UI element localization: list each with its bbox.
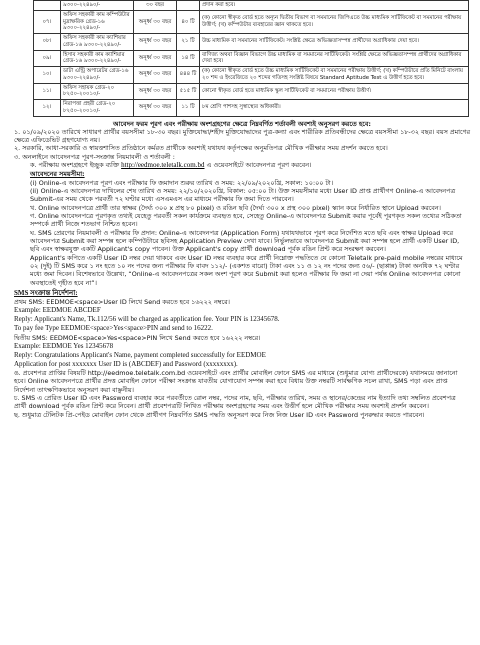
website-link[interactable]: http://eedmoe.teletalk.com.bd [121,161,205,170]
table-row: ১০। ডাটা এন্ট্রি অপারেটর গ্রেড-১৬ ৯৩০০-২২৪৯০/- অনূর্ধ্ব ৩০ বছর ৪৪৪ টি (ক) কোনো স্বীকৃত বোর্ড হতে উচ্চ মাধ্যমিক সার্টিফিকেট বা সমমানের পরীক্ষায় উত্তীর্ণ; (খ) কম্পিউটারে প্রতি মিনিটে বাংলায় ২০ শব্দ ও ইংরেজিতে ২০ শব্দের গতিসহ সংশ্লিষ্ট বিষয়ে Standard Aptitude Test এ উত্তীর্ণ হতে হবে। [34,67,469,84]
section-heading: আবেদন ফরম পূরণ এবং পরীক্ষায় অংশগ্রহণের ক্ষেত্রে নিম্নবর্ণিত শর্তাবলী অবশ্যই অনুসরণ করতে হবে: [113,119,371,128]
post-name: ৯৩০০-২২৪৯০/- [61,1,134,11]
instructions: আবেদন ফরম পূরণ এবং পরীক্ষায় অংশগ্রহণের ক্ষেত্রে নিম্নবর্ণিত শর্তাবলী অবশ্যই অনুসরণ করতে হবে: ১. ০১/০৯/২০২০ তারিখে সাধারণ প্রার্থীর বয়সসীমা ১৮-৩০ বছর। মুক্তিযোদ্ধা/শহীদ মুক্তিযোদ্ধাদের পুত্র-কন্যা এবং শারীরিক প্রতিবন্ধীদের ক্ষেত্রে বয়সসীমা ১৮-৩২ বছর। বয়স প্রমাণের ক্ষেত্রে এফিডেভিট গ্রহণযোগ্য নয়। ২. সরকারি, আধা-সরকারি ও স্বায়ত্তশাসিত প্রতিষ্ঠানে কর্মরত প্রার্থীকে অবশ্যই যথাযথ কর্তৃপক্ষের অনুমতিপত্র মৌখিক পরীক্ষার সময় প্রদর্শন করতে হবে। ৩. অনলাইনে আবেদনপত্র পূরণ-সংক্রান্ত নিয়মাবলী ও শর্তাবলী : ক. পরীক্ষায় অংশগ্রহণে ইচ্ছুক ব্যক্তি http://eedmoe.teletalk.com.bd এ ওয়েবসাইটে আবেদনপত্র পূরণ করবেন। আবেদনের সময়সীমা: (i) Online-এ আবেদনপত্র পূরণ এবং পরীক্ষার ফি জমাদান শুরুর তারিখ ও সময়: ২২/০৯/২০২০খ্রি, সকাল: ১০:০০ টা। (ii) Online-এ আবেদনপত্র দাখিলের শেষ তারিখ ও সময়: ২২/১০/২০২০খ্রি, বিকাল: ০৫:০০ টা। উক্ত সময়সীমার মধ্যে User ID প্রাপ্ত প্রার্থীগণ Online-এ আবেদনপত্র Submit-এর সময় থেকে পরবর্তী ৭২ ঘণ্টার মধ্যে এসএমএস এর মাধ্যমে পরীক্ষার ফি জমা দিতে পারবেন। খ. Online আবেদনপত্রে প্রার্থী তার স্বাক্ষর (দৈর্ঘ্য ৩০০ x প্রস্থ ৮০ pixel) ও রঙিন ছবি (দৈর্ঘ্য ৩০০ x প্রস্থ ৩০০ pixel) স্ক্যান করে নির্ধারিত স্থানে Upload করবেন। গ. Online আবেদনপত্রে পূরণকৃত তথ্যই যেহেতু পরবর্তী সকল কার্যক্রমে ব্যবহৃত হবে, সেহেতু Online-এ আবেদনপত্র Submit করার পূর্বেই পূরণকৃত সকল তথ্যের সঠিকতা সম্পর্কে প্রার্থী নিজে শতভাগ নিশ্চিত হবেন। ঘ. SMS প্রেরণের নিয়মাবলী ও পরীক্ষার ফি প্রদান: Online-এ আবেদনপত্র (Application Form) যথাযথভাবে পূরণ করে নির্দেশিত মতে ছবি এবং স্বাক্ষর Upload করে আবেদনপত্র Submit করা সম্পন্ন হলে কম্পিউটারে ছবিসহ Application Preview দেখা যাবে। নির্ভুলভাবে আবেদনপত্র Submit করা সম্পন্ন হলে প্রার্থী একটি User ID, ছবি এবং স্বাক্ষরযুক্ত একটি Applicant's copy পাবেন। উক্ত Applicant's copy প্রার্থী download পূর্বক রঙিন প্রিন্ট করে সংরক্ষণ করবেন। Applicant's কপিতে একটি User ID নম্বর দেয়া থাকবে এবং User ID নম্বর ব্যবহার করে প্রার্থী নিম্নোক্ত পদ্ধতিতে যে কোনো Teletalk pre-paid mobile নম্বরের মাধ্যমে ০২ (দুই) টি SMS করে ১ নং হতে ১০ নং পদের জন্য পরীক্ষার ফি বাবদ ১১২/- (একশত বারো) টাকা এবং ১১ ও ১২ নং পদের জন্য ৫৬/- (ছাপ্পান্ন) টাকা অনধিক ৭২ ঘণ্টার মধ্যে জমা দিবেন। বিশেষভাবে উল্লেখ্য, “Online-এ আবেদনপত্রের সকল অংশ পূরণ করে Submit করা হলেও পরীক্ষার ফি জমা না দেয়া পর্যন্ত Online আবেদনপত্র কোনো অবস্থাতেই গৃহীত হবে না”। [14,119,470,287]
table-row: ০৯। হিসাব সহকারী কাম ক্যাশিয়ার গ্রেড-১৬ ৯৩০০-২২৪৯০/- অনূর্ধ্ব ৩০ বছর ১৪ টি বাণিজ্য অথবা বিজ্ঞান বিভাগে উচ্চ মাধ্যমিক বা সমমানের সার্টিফিকেট। সংশ্লিষ্ট ক্ষেত্রে অভিজ্ঞতাসম্পন্ন প্রার্থীদের অগ্রাধিকার দেয়া হবে। [34,50,469,67]
table-row: ৯৩০০-২২৪৯০/- ৩০ বছর প্রদান করা হবে। [34,1,469,11]
post-table [33,0,469,117]
table-row: ১১। অফিস সহায়ক গ্রেড-২০ ৮২৫০-২০০১০/- অনূর্ধ্ব ৩০ বছর ৫১৫ টি কোনো স্বীকৃত বোর্ড হতে মাধ্যমিক স্কুল সার্টিফিকেট বা সমমানের পরীক্ষায় উত্তীর্ণ। [34,83,469,100]
schedule-heading: আবেদনের সময়সীমা: [30,170,85,179]
table-row: ১২। নিরাপত্তা প্রহরী গ্রেড-২০ ৮২৫০-২০০১০/- অনূর্ধ্ব ৩০ বছর ১১ টি ৮ম শ্রেণি পাশসহ সুস্বাস্থ্যের অধিকারী। [34,100,469,117]
sms-heading: SMS সংক্রান্ত নির্দেশনা: [14,288,78,297]
sms-section: SMS সংক্রান্ত নির্দেশনা: প্রথম SMS: EEDMOE<space>User ID লিখে Send করতে হবে ১৬২২২ নম্বরে। Example: EEDMOE ABCDEF Reply: Applicant's Name, Tk.112/56 will be charged as application fee. Your PIN is 12345678. To pay fee Type EEDMOE<space>Yes<space>PIN and send to 16222. দ্বিতীয় SMS: EEDMOE<space>Yes<space>PIN লিখে Send করতে হবে ১৬২২২ নম্বরে। Example: EEDMOE Yes 12345678 Reply: Congratulations Applicant's Name, payment completed successfully for EEDMOE Application for post xxxxxxx User ID is (ABCDEF) and Password (xxxxxxxx). ঙ. প্রবেশপত্র প্রাপ্তির বিষয়টি http://eedmoe.teletalk.com.bd ওয়েবসাইটে এবং প্রার্থীর মোবাইল ফোনে SMS এর মাধ্যমে (শুধুমাত্র যোগ্য প্রার্থীদেরকে) যথাসময়ে জানানো হবে। Online আবেদনপত্রে প্রার্থীর প্রদত্ত মোবাইল ফোনে পরীক্ষা সংক্রান্ত যাবতীয় যোগাযোগ সম্পন্ন করা হবে বিধায় উক্ত নম্বরটি সার্বক্ষণিক সচল রাখা, SMS পড়া এবং প্রাপ্ত নির্দেশনা তাৎক্ষণিকভাবে অনুসরণ করা বাঞ্ছনীয়। চ. SMS এ প্রেরিত User ID এবং Password ব্যবহার করে পরবর্তীতে রোল নম্বর, পদের নাম, ছবি, পরীক্ষার তারিখ, সময় ও স্থানের/কেন্দ্রের নাম ইত্যাদি তথ্য সম্বলিত প্রবেশপত্র প্রার্থী download পূর্বক রঙিন প্রিন্ট করে নিবেন। প্রার্থী প্রবেশপত্রটি লিখিত পরীক্ষায় অংশগ্রহণের সময় এবং উত্তীর্ণ হলে মৌখিক পরীক্ষার সময় অবশ্যই প্রদর্শন করবেন। ছ. শুধুমাত্র টেলিটক প্রি-পেইড মোবাইল ফোন থেকে প্রার্থীগণ নিম্নবর্ণিত SMS পদ্ধতি অনুসরণ করে নিজ নিজ User ID এবং Password পুনরুদ্ধার করতে পারবেন। [14,289,470,419]
table-row: ০৮। অফিস সহকারী কাম ক্যাশিয়ার গ্রেড-১৬ ৯৩০০-২২৪৯০/- অনূর্ধ্ব ৩০ বছর ২১ টি উচ্চ মাধ্যমিক বা সমমানের সার্টিফিকেট। সংশ্লিষ্ট ক্ষেত্রে অভিজ্ঞতাসম্পন্ন প্রার্থীদের অগ্রাধিকার দেয়া হবে। [34,34,469,51]
table-row: ০৭। অফিস সহকারী কাম কম্পিউটার মুদ্রাক্ষরিক গ্রেড-১৬ ৯৩০০-২২৪৯০/- অনূর্ধ্ব ৩০ বছর ৪০ টি (ক) কোনো স্বীকৃত বোর্ড হতে অন্যূন দ্বিতীয় বিভাগ বা সমমানের জিপিএতে উচ্চ মাধ্যমিক সার্টিফিকেট বা সমমানের পরীক্ষায় উত্তীর্ণ; (খ) কম্পিউটার ব্যবহারের জ্ঞান থাকতে হবে। [34,10,469,33]
